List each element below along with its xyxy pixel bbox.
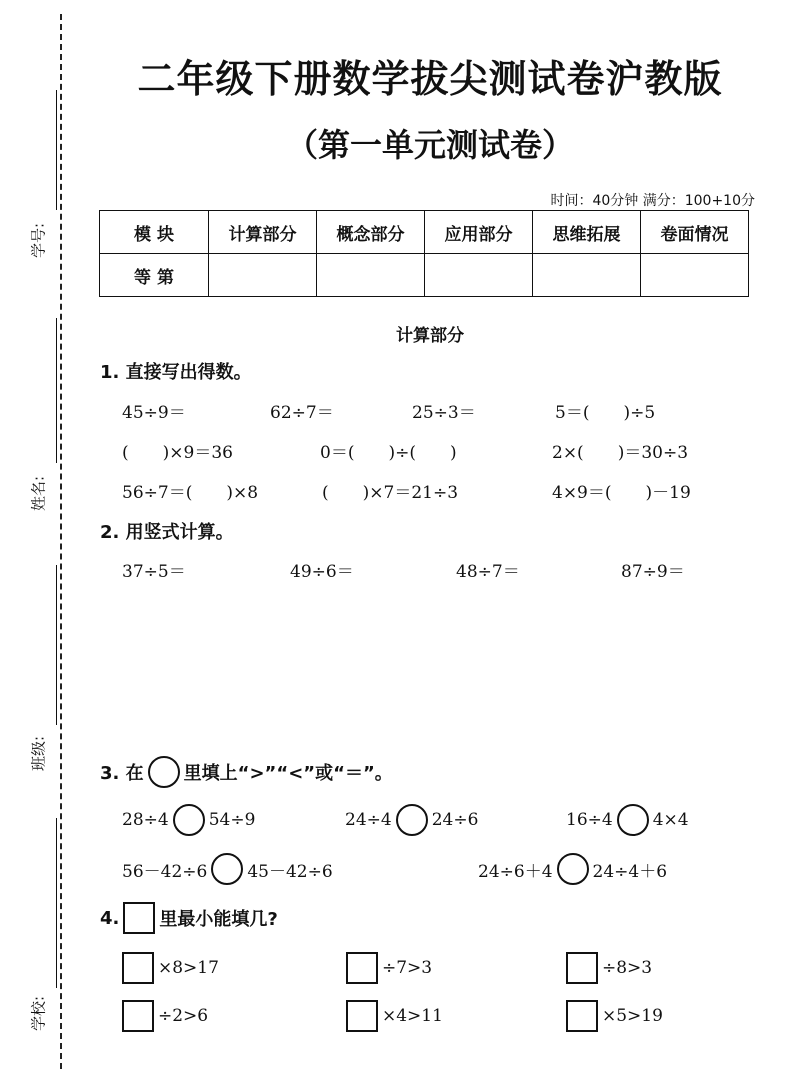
q3-right: 54÷9 [208,810,256,830]
q2-item: 37÷5＝ [122,562,186,582]
answer-circle[interactable] [396,804,428,836]
q3-title-suffix: 里填上“>”“<”或“＝”。 [183,763,393,784]
student-name-label: 姓名: [29,475,48,512]
q3-item [478,853,667,885]
question-3-title [100,756,393,788]
score-table [99,210,749,297]
answer-box[interactable] [346,1000,378,1032]
q4-expression: ×5>19 [602,1006,663,1026]
q1-item: 25÷3＝ [412,403,476,423]
score-grade-label: 等 第 [100,254,209,297]
q3-left: 24÷6＋4 [478,861,553,882]
q3-right: 24÷6 [431,810,479,830]
q4-expression: ÷7>3 [382,958,433,978]
q3-right: 24÷4＋6 [592,861,668,882]
student-id-line [56,90,57,210]
answer-circle[interactable] [173,804,205,836]
q4-item [566,952,652,984]
page-title: 二年级下册数学拔尖测试卷沪教版 [137,57,723,101]
answer-circle[interactable] [617,804,649,836]
student-id-label: 学号: [29,222,48,259]
q1-item: 56÷7＝( )×8 [122,483,259,503]
time-and-score-info: 时间：40分钟 满分：100+10分 [550,193,755,209]
q3-right: 45－42÷6 [247,861,333,882]
score-header-thinking: 思维拓展 [533,211,641,254]
q1-item: 4×9＝( )－19 [552,483,691,503]
q1-item: 5＝( )÷5 [555,403,656,423]
answer-box[interactable] [122,952,154,984]
student-name-line [56,318,57,463]
q2-item: 48÷7＝ [456,562,520,582]
square-box-icon [123,902,155,934]
q2-item: 49÷6＝ [290,562,354,582]
answer-box[interactable] [122,1000,154,1032]
q4-title-prefix: 4. [100,907,120,929]
q1-item: ( )×7＝21÷3 [322,483,459,503]
q4-item [346,952,432,984]
q4-expression: ÷2>6 [158,1006,209,1026]
score-grade-cell[interactable] [209,254,317,297]
q3-left: 28÷4 [122,810,169,830]
q3-item [122,853,333,885]
score-header-calc: 计算部分 [209,211,317,254]
q3-item [566,804,689,836]
student-name-field[interactable] [18,318,62,518]
q1-item: ( )×9＝36 [122,443,233,463]
q3-item [345,804,478,836]
answer-box[interactable] [566,952,598,984]
q4-item [122,952,219,984]
q3-title-prefix: 3. 在 [100,763,144,784]
q4-item [566,1000,663,1032]
score-header-module: 模 块 [100,211,209,254]
page-subtitle: （第一单元测试卷） [285,126,574,164]
q4-item [122,1000,208,1032]
answer-circle[interactable] [557,853,589,885]
score-table-header-row [100,211,749,254]
q4-title-suffix: 里最小能填几? [159,909,278,930]
answer-box[interactable] [566,1000,598,1032]
score-header-application: 应用部分 [425,211,533,254]
q4-expression: ×4>11 [382,1006,443,1026]
class-label: 班级: [29,735,48,772]
school-field[interactable] [18,818,62,1038]
score-grade-cell[interactable] [641,254,749,297]
q1-item: 45÷9＝ [122,403,186,423]
class-line [56,565,57,725]
q3-left: 56－42÷6 [122,861,208,882]
answer-circle[interactable] [211,853,243,885]
score-grade-cell[interactable] [317,254,425,297]
score-header-neatness: 卷面情况 [641,211,749,254]
q4-expression: ×8>17 [158,958,219,978]
q1-item: 2×( )＝30÷3 [552,443,689,463]
vertical-calc-work-area[interactable] [100,590,750,740]
score-header-concept: 概念部分 [317,211,425,254]
q4-expression: ÷8>3 [602,958,653,978]
score-table-grade-row [100,254,749,297]
student-id-field[interactable] [18,90,62,280]
score-grade-cell[interactable] [425,254,533,297]
school-label: 学校: [29,995,48,1032]
q3-left: 24÷4 [345,810,392,830]
question-1-title: 1. 直接写出得数。 [100,362,252,383]
answer-box[interactable] [346,952,378,984]
score-grade-cell[interactable] [533,254,641,297]
q1-item: 62÷7＝ [270,403,334,423]
school-line [56,818,57,988]
q3-left: 16÷4 [566,810,613,830]
question-4-title [100,902,278,934]
q3-item [122,804,255,836]
q2-item: 87÷9＝ [621,562,685,582]
class-field[interactable] [18,565,62,772]
question-2-title: 2. 用竖式计算。 [100,522,234,543]
q4-item [346,1000,443,1032]
circle-icon [148,756,180,788]
q3-right: 4×4 [652,810,689,830]
section-title: 计算部分 [396,326,464,346]
q1-item: 0＝( )÷( ) [320,443,457,463]
